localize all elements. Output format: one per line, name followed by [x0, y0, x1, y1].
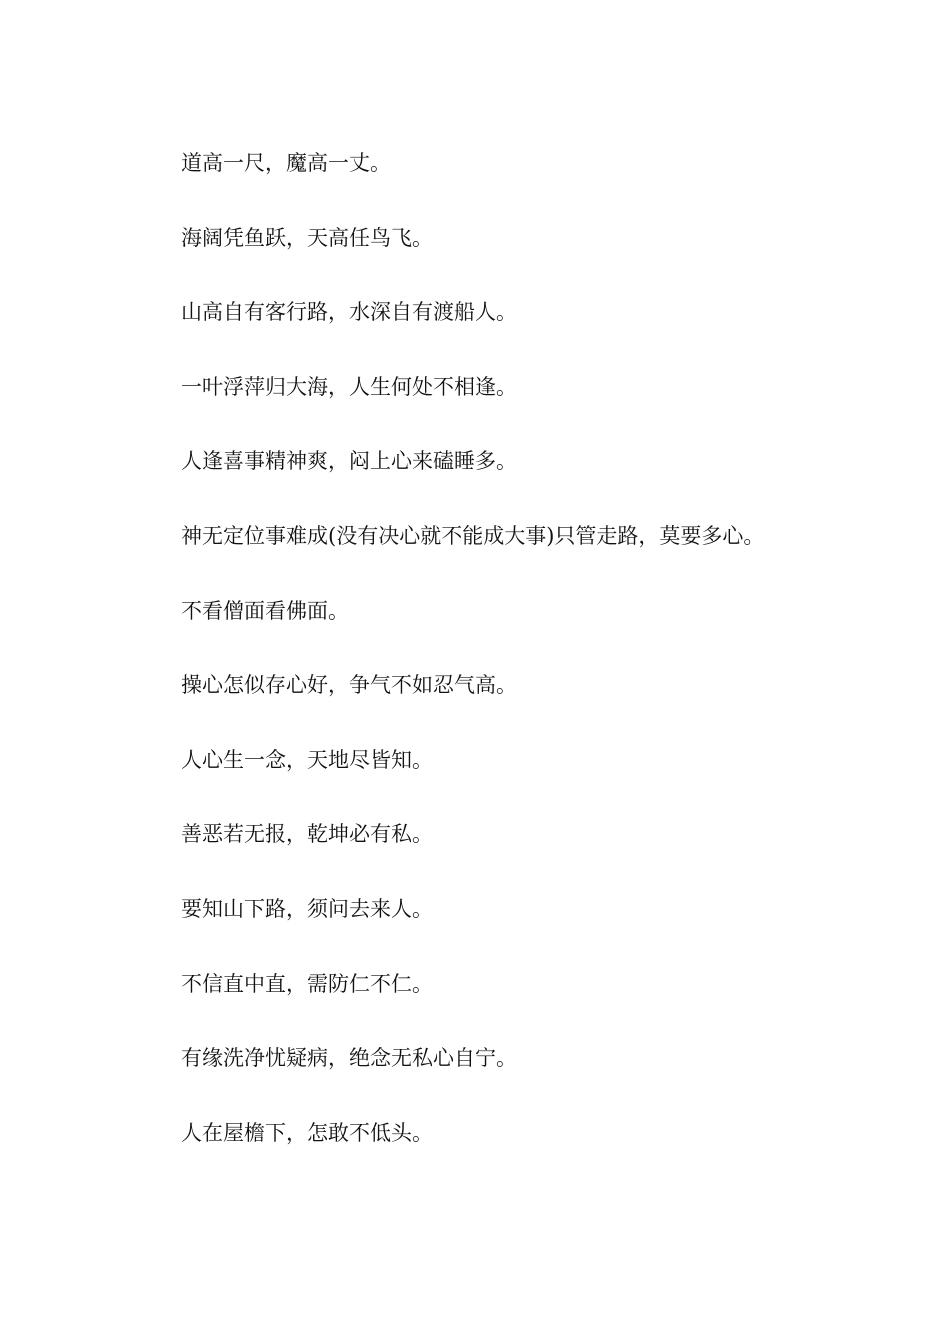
proverb-line: 有缘洗净忧疑病，绝念无私心自宁。 — [181, 1046, 517, 1071]
proverb-line: 不看僧面看佛面。 — [181, 598, 349, 623]
proverb-line: 道高一尺，魔高一丈。 — [181, 151, 391, 175]
proverb-line: 善恶若无报，乾坤必有私。 — [181, 822, 433, 847]
proverb-line: 神无定位事难成(没有决心就不能成大事)只管走路，莫要多心。 — [181, 523, 765, 548]
proverb-line: 不信直中直，需防仁不仁。 — [181, 971, 433, 996]
proverb-line: 山高自有客行路，水深自有渡船人。 — [181, 300, 517, 325]
proverb-list — [181, 146, 901, 1190]
proverb-line: 人心生一念，天地尽皆知。 — [181, 747, 433, 772]
proverb-line: 人逢喜事精神爽，闷上心来磕睡多。 — [181, 449, 517, 474]
proverb-line: 人在屋檐下，怎敢不低头。 — [181, 1120, 433, 1145]
proverb-line: 海阔凭鱼跃，天高任鸟飞。 — [181, 225, 433, 250]
proverb-line: 要知山下路，须问去来人。 — [181, 896, 433, 921]
proverb-line: 操心怎似存心好，争气不如忍气高。 — [181, 673, 517, 698]
proverb-line: 一叶浮萍归大海，人生何处不相逢。 — [181, 374, 517, 399]
